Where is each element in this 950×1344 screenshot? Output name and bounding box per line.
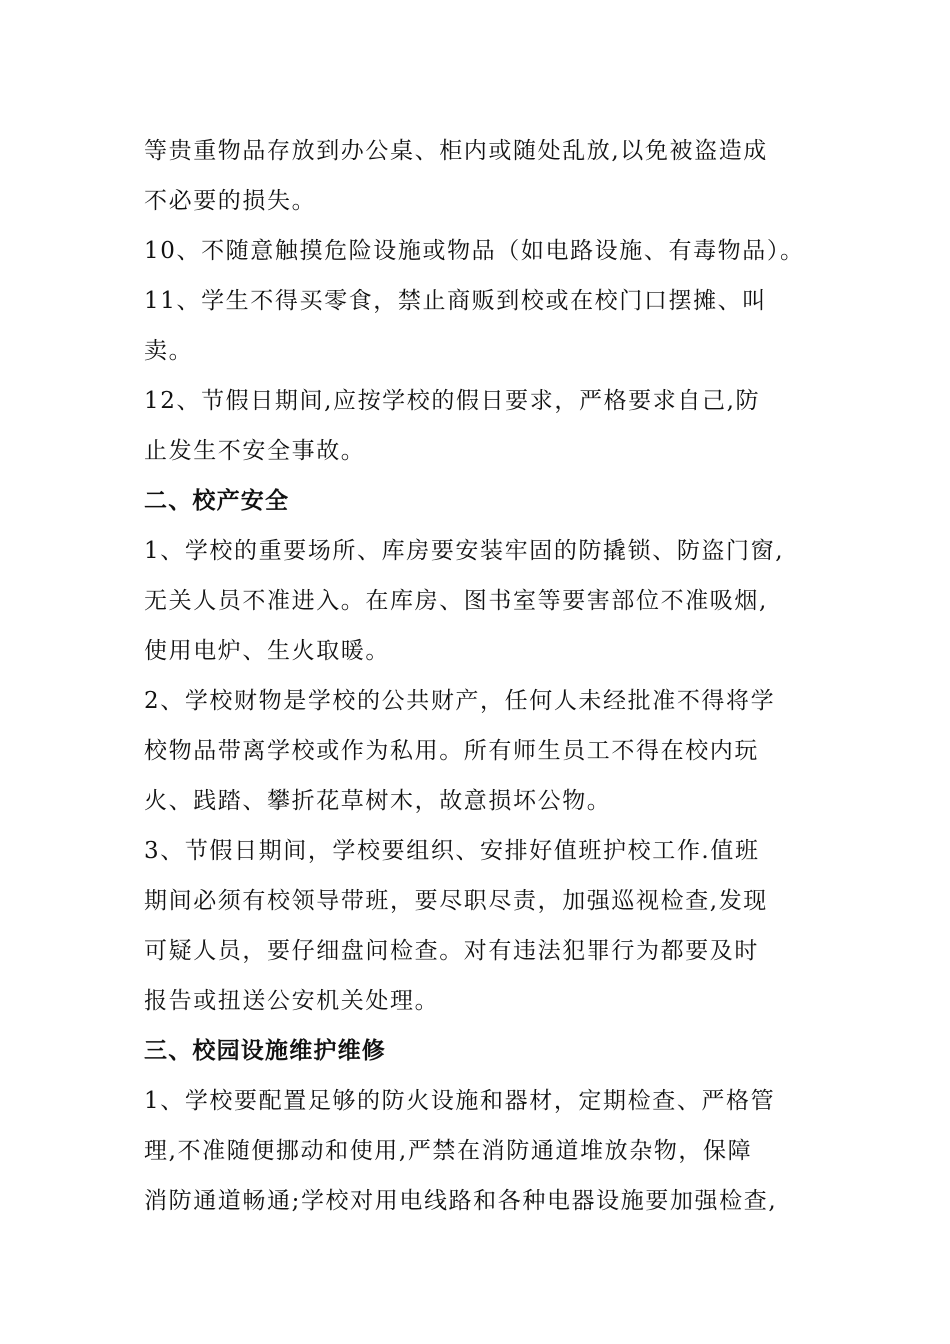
text-line: 2、学校财物是学校的公共财产，任何人未经批准不得将学: [144, 688, 776, 714]
text-line: 校物品带离学校或作为私用。所有师生员工不得在校内玩: [144, 738, 759, 764]
text-line: 无关人员不准进入。在库房、图书室等要害部位不准吸烟,: [144, 588, 768, 614]
text-line: 1、学校的重要场所、库房要安装牢固的防撬锁、防盗门窗,: [144, 538, 785, 564]
text-line: 3、节假日期间，学校要组织、安排好值班护校工作.值班: [144, 838, 760, 864]
text-line: 期间必须有校领导带班，要尽职尽责，加强巡视检查,发现: [144, 888, 768, 914]
text-line: 消防通道畅通;学校对用电线路和各种电器设施要加强检查,: [144, 1188, 778, 1214]
section-heading: 三、校园设施维护维修: [144, 1037, 386, 1064]
text-line: 12、节假日期间,应按学校的假日要求，严格要求自己,防: [144, 388, 761, 414]
section-heading: 二、校产安全: [144, 487, 290, 514]
text-line: 卖。: [144, 338, 194, 364]
text-line: 可疑人员，要仔细盘问检查。对有违法犯罪行为都要及时: [144, 938, 759, 964]
text-line: 11、学生不得买零食，禁止商贩到校或在校门口摆摊、叫: [144, 288, 767, 314]
text-line: 10、不随意触摸危险设施或物品（如电路设施、有毒物品）。: [144, 238, 805, 264]
text-line: 止发生不安全事故。: [144, 438, 366, 464]
document-body: [144, 126, 814, 1226]
text-line: 报告或扭送公安机关处理。: [144, 988, 440, 1014]
text-line: 不必要的损失。: [144, 188, 317, 214]
text-line: 理,不准随便挪动和使用,严禁在消防通道堆放杂物，保障: [144, 1138, 753, 1164]
text-line: 等贵重物品存放到办公桌、柜内或随处乱放,以免被盗造成: [144, 138, 768, 164]
text-line: 火、践踏、攀折花草树木，故意损坏公物。: [144, 788, 612, 814]
text-line: 使用电炉、生火取暖。: [144, 638, 390, 664]
text-line: 1、学校要配置足够的防火设施和器材，定期检查、严格管: [144, 1088, 776, 1114]
